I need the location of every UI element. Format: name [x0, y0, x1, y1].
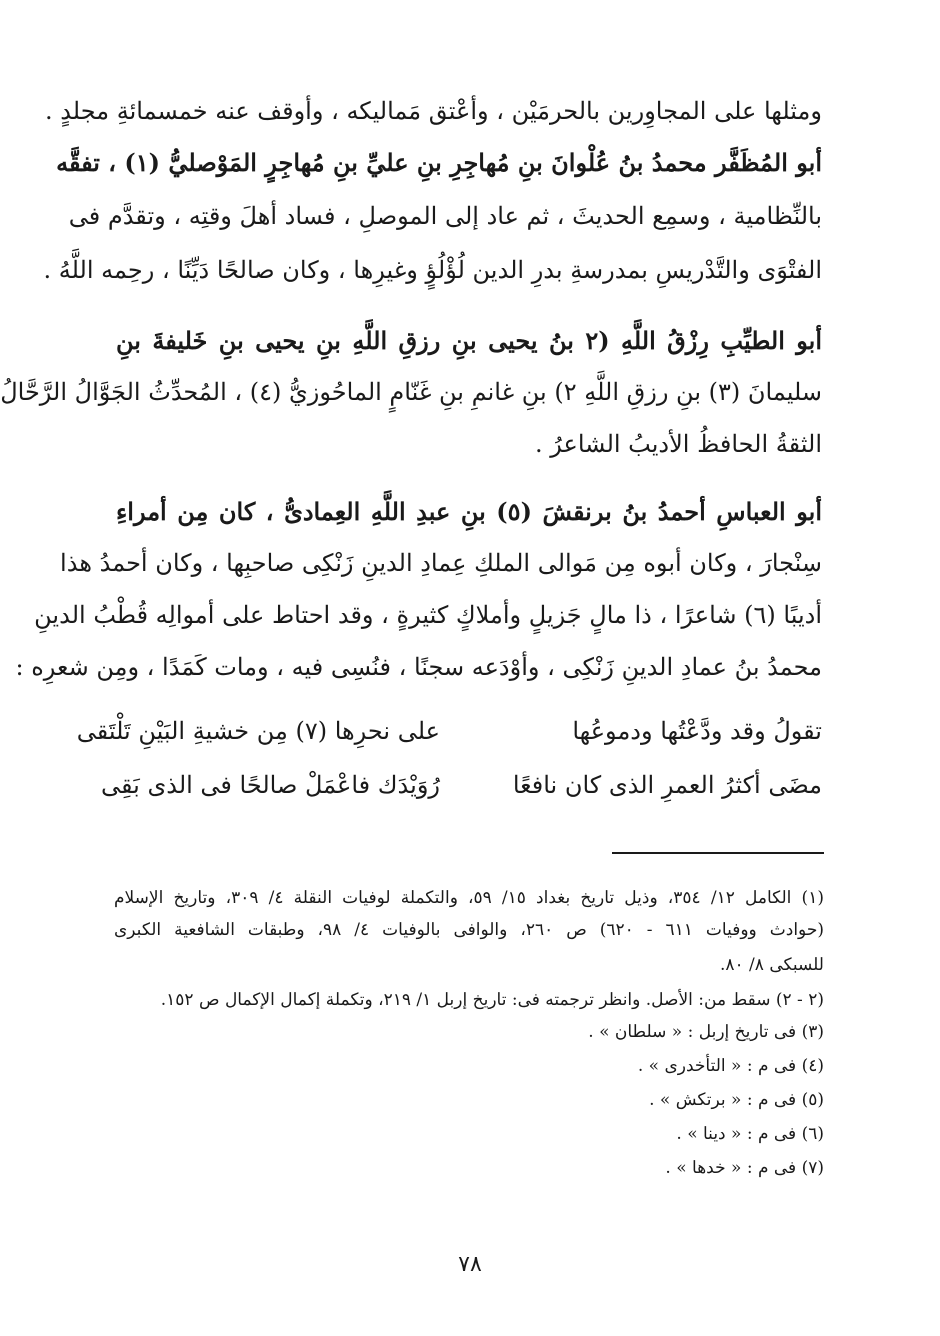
page-number: ٧٨: [458, 1252, 482, 1277]
body-line: سِنْجارَ ، وكان أبوه مِن مَوالى الملكِ عِمادِ الدينِ زَنْكِى صاحبِها ، وكان أحمدُ هذا: [60, 549, 822, 577]
footnote-line: (٤) فى م : « التأخدرى » .: [637, 1056, 824, 1076]
footnote-line: (حوادث ووفيات ٦١١ - ٦٢٠) ص ٢٦٠، والوافى بالوفيات ٤/ ٩٨، وطبقات الشافعية الكبرى: [114, 920, 824, 940]
entry-heading-line: أبو الطيِّبِ رِزْقُ اللَّهِ (٢ بنُ يحيى بنِ رزقِ اللَّهِ بنِ يحيى بنِ خَليفةَ بنِ: [116, 326, 823, 355]
verse-hemistich-second: رُوَيْدَك فاعْمَلْ صالحًا فى الذى بَقِى: [100, 771, 440, 799]
body-line: بالنِّظامية ، وسمِع الحديثَ ، ثم عاد إلى الموصلِ ، فساد أهلَ وقتِه ، وتقدَّم فى: [68, 202, 822, 230]
footnote-separator: [612, 852, 824, 854]
footnote-line: (١) الكامل ١٢/ ٣٥٤، وذيل تاريخ بغداد ١٥/ ٥٩، والتكملة لوفيات النقلة ٤/ ٣٠٩، وتاريخ الإسلام: [114, 888, 824, 908]
footnote-line: (٥) فى م : « برتكش » .: [649, 1090, 824, 1110]
footnote-line: (٣) فى تاريخ إربل : « سلطان » .: [588, 1022, 824, 1042]
entry-heading-line: أبو العباسِ أحمدُ بنُ برنقشَ (٥) بنِ عبدِ اللَّهِ العِمادىُّ ، كان مِن أمراءِ: [116, 497, 822, 526]
footnote-line: (٦) فى م : « دينا » .: [676, 1124, 824, 1144]
body-line: الفتْوَى والتَّدْريسِ بمدرسةِ بدرِ الدين لُؤْلُؤٍ وغيرِها ، وكان صالحًا دَيِّنًا ، رحِمه اللَّهُ .: [43, 256, 822, 284]
entry-heading-line: أبو المُظَفَّر محمدُ بنُ عُلْوانَ بنِ مُهاجِرِ بنِ عليِّ بنِ مُهاجِرٍ المَوْصليُّ (١) ، تفقَّه: [56, 148, 822, 177]
body-line: ومثلها على المجاوِرين بالحرمَيْن ، وأعْتق مَماليكه ، وأوقف عنه خمسمائةِ مجلدٍ .: [44, 97, 822, 125]
footnote-line: للسبكى ٨/ ٨٠.: [719, 955, 824, 975]
body-line: الثقةُ الحافظُ الأديبُ الشاعرُ .: [535, 430, 822, 458]
verse-hemistich-second: على نحرِها (٧) مِن خشيةِ البَيْنِ تَلْتَقى: [76, 717, 440, 745]
footnote-line: (٧) فى م : « خدها » .: [665, 1158, 824, 1178]
body-line: محمدُ بنُ عمادِ الدينِ زَنْكِى ، وأوْدَعه سجنًا ، فنُسِى فيه ، ومات كَمَدًا ، ومِن شعرِه :: [15, 653, 822, 681]
footnote-line: (٢ - ٢) سقط من: الأصل. وانظر ترجمته فى: تاريخ إربل ١/ ٢١٩، وتكملة إكمال الإكمال ص ١٥٢.: [160, 990, 824, 1010]
verse-hemistich-first: مضَى أكثرُ العمرِ الذى كان نافعًا: [512, 771, 822, 799]
body-line: سليمانَ (٣) بنِ رزقِ اللَّهِ ٢) بنِ غانمِ بنِ غَنّامٍ الماحُوزيُّ (٤) ، المُحدِّثُ الجَوَّالُ الرَّحَّالُ: [0, 378, 822, 406]
body-line: أديبًا (٦) شاعرًا ، ذا مالٍ جَزيلٍ وأملاكٍ كثيرةٍ ، وقد احتاط على أموالِه قُطْبُ الدينِ: [34, 601, 822, 629]
verse-hemistich-first: تقولُ وقد ودَّعْتُها ودموعُها: [572, 717, 822, 745]
